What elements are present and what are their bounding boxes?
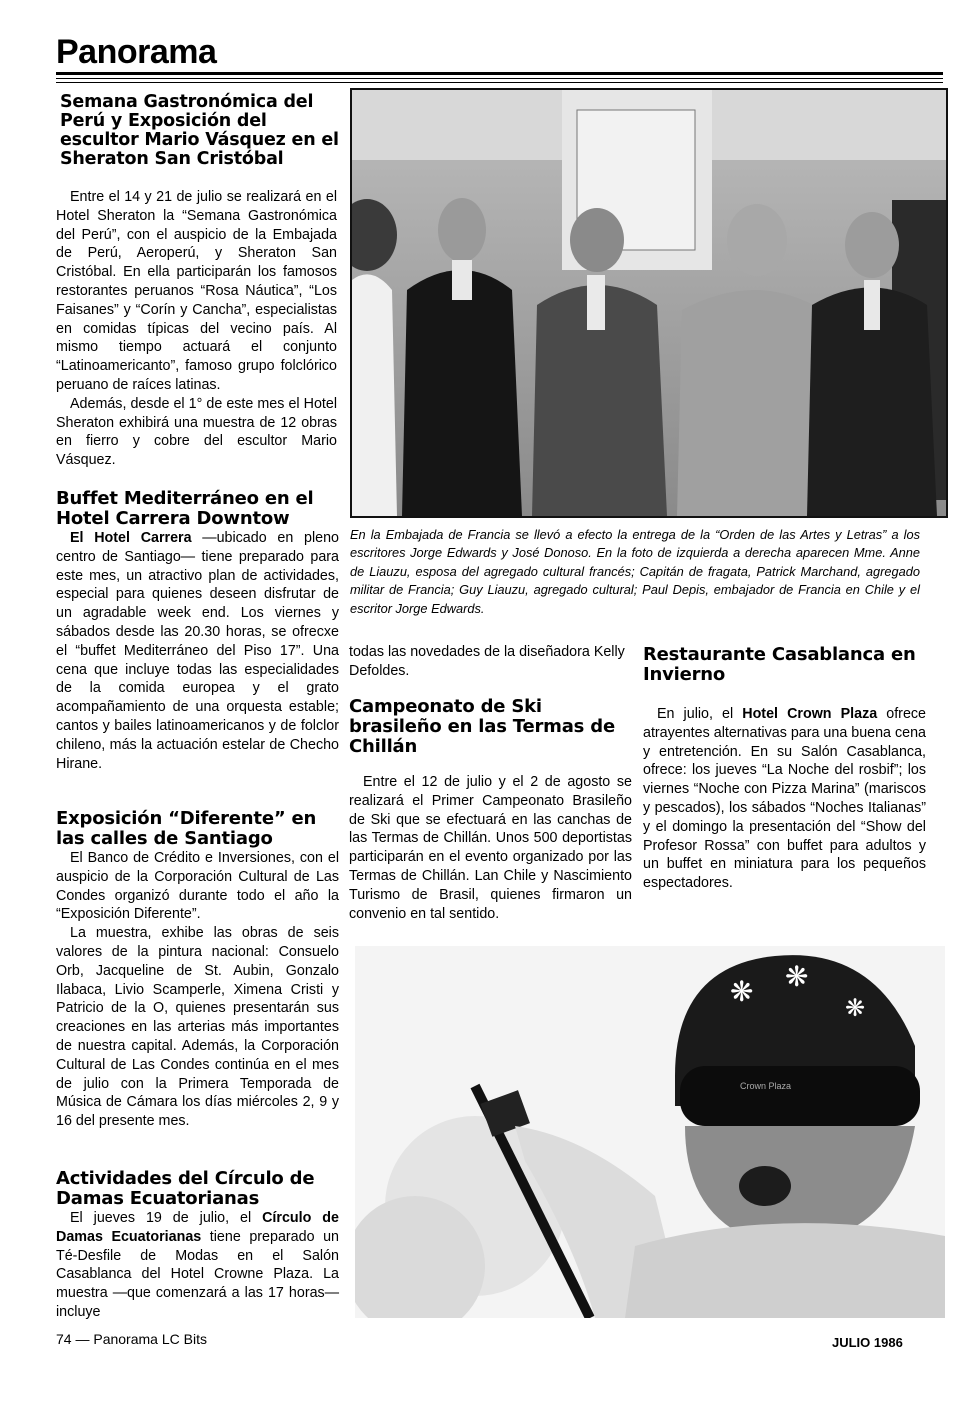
article-damas-title: Actividades del Círculo de Damas Ecuatorianas — [56, 1168, 315, 1209]
article-expo-p1: El Banco de Crédito e Inversiones, con el auspicio de la Corporación Cultural de Las Condes organizó durante todo el año la “Exposición Diferente”. — [56, 850, 339, 923]
article-damas-continuation: todas las novedades de la diseñadora Kelly Defoldes. — [349, 644, 625, 679]
svg-text:❋: ❋ — [845, 994, 866, 1022]
article-damas-pre: El jueves 19 de julio, el — [70, 1210, 263, 1226]
article-damas-continuation-box — [349, 643, 632, 681]
article-ski — [349, 697, 632, 923]
masthead: Panorama — [56, 33, 217, 71]
footer-page-info: 74 — Panorama LC Bits — [56, 1331, 207, 1347]
ski-photo — [355, 946, 945, 1318]
article-casablanca-lead: Hotel Crown Plaza — [742, 706, 878, 722]
article-expo — [56, 809, 339, 1131]
article-damas-body: tiene preparado un Té-Desfile de Modas en el Salón Casablanca del Hotel Crowne Plaza. La muestra —que comenzará a las 17 horas— incluye — [56, 1228, 339, 1320]
article-buffet-title: Buffet Mediterráneo en el Hotel Carrera Downtow — [56, 488, 314, 529]
article-buffet — [56, 489, 339, 773]
article-peru-p2: Además, desde el 1° de este mes el Hotel Sheraton exhibirá una muestra de 12 obras en fierro y cobre del escultor Mario Vásquez. — [56, 395, 337, 469]
article-casablanca-title: Restaurante Casablanca en Invierno — [643, 644, 916, 685]
masthead-rule-thin — [56, 78, 943, 79]
article-peru-body — [56, 188, 337, 470]
article-peru-title-box — [60, 93, 340, 169]
article-ski-title: Campeonato de Ski brasileño en las Termas de Chillán — [349, 696, 615, 757]
article-damas — [56, 1169, 339, 1322]
article-peru-p1: Entre el 14 y 21 de julio se realizará en el Hotel Sheraton la “Semana Gastronómica del Perú”, con el auspicio de la Embajada de Perú, Aeroperú, y Sheraton San Cristóbal. En ella participarán los famosos restorantes peruanos “Rosa Náutica”, “Los Faisanes” y “Corín y Cancha”, especialistas en comidas típicas del vecino país. Al mismo tiempo actuará el conjunto “Latinoamericanto”, famoso grupo folclórico peruano de raíces latinas. — [56, 189, 337, 393]
article-buffet-body: —ubicado en pleno centro de Santiago— tiene preparado para este mes, un atractivo plan de actividades, especial para quienes deseen disfrutar de un agradable week end. Los viernes y sábados desde las 20.30 horas, se ofrecxe el “buffet Mediterráneo del Piso 17”. Una cena que incluye todas las especialidades de la comida europea y el grato acompañamiento de una orquesta estable; cantos y bailes latinoamericanos y de folclor chileno, más la actuación estelar de Checho Hirane. — [56, 530, 339, 772]
article-casablanca-body: ofrece atrayentes alternativas para una buena cena y entretención. En su Salón Casablanca, ofrece: los jueves “La Noche del rosbif”; los viernes “Noche con Pizza Marina” (mariscos y pescados), los sábados “Noches Italianas” y el domingo la presentación del “Show del Profesor Rossa” con buffet para adultos y un buffet en miniatura para los pequeños espectadores. — [643, 706, 926, 892]
article-ski-p1: Entre el 12 de julio y el 2 de agosto se realizará el Primer Campeonato Brasileño de Ski que se efectuará en las canchas de las Termas de Chillán. Unos 500 deportistas participarán en el evento organizado por las Termas de Chillán. Lan Chile y Nascimiento Turismo de Brasil, quienes firmaron un convenio en tal sentido. — [349, 774, 632, 922]
ski-hat-lettering: Crown Plaza — [740, 1081, 792, 1091]
svg-text:❋: ❋ — [785, 960, 809, 993]
masthead-rule-thin-2 — [56, 82, 943, 83]
footer-date: JULIO 1986 — [832, 1335, 903, 1350]
article-casablanca — [643, 645, 926, 893]
article-damas-lead: Círculo de Damas Ecuatorianas — [56, 1210, 339, 1245]
photo-caption: En la Embajada de Francia se llevó a efecto la entrega de la “Orden de las Artes y Letras” a los escritores Jorge Edwards y José Donoso. En la foto de izquierda a derecha aparecen Mme. Anne de Liauzu, esposa del agregado cultural francés; Capitán de fragata, Patrick Marchand, agregado militar de Francia; Guy Liauzu, agregado cultural; Paul Depis, embajador de Francia en Chile y el escritor Jorge Edwards. — [350, 527, 920, 616]
article-casablanca-pre: En julio, el — [657, 706, 743, 722]
svg-text:❋: ❋ — [730, 975, 754, 1008]
article-peru-title: Semana Gastronómica del Perú y Exposición del escultor Mario Vásquez en el Sheraton San Cristóbal — [60, 92, 339, 169]
masthead-rule — [56, 72, 943, 75]
article-expo-title: Exposición “Diferente” en las calles de Santiago — [56, 808, 317, 849]
article-expo-p2: La muestra, exhibe las obras de seis valores de la pintura nacional: Consuelo Orb, Jacqueline de St. Aubin, Gonzalo Ilabaca, Livio Scamperle, Ximena Cristi y Patricio de la O, quienes presentarán sus creaciones en las arterias más importantes de nuestra capital. Además, la Corporación Cultural de Las Condes continúa en el mes de julio con la Primera Temporada de Música de Cámara los días miércoles 2, 9 y 16 del presente mes. — [56, 925, 339, 1130]
ski-photo-image — [355, 946, 945, 1318]
article-buffet-lead: El Hotel Carrera — [70, 530, 192, 546]
embassy-photo — [350, 88, 948, 518]
embassy-photo-image — [352, 90, 946, 516]
